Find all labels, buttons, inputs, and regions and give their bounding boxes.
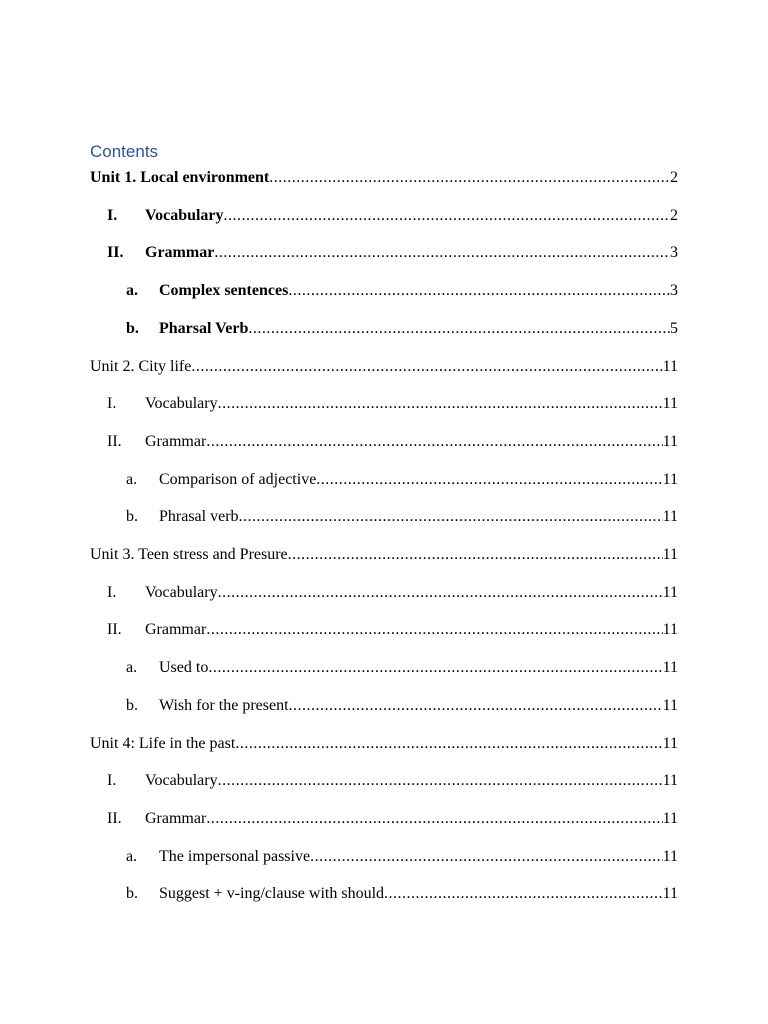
toc-entry-title: Unit 4: Life in the past [90, 735, 236, 752]
toc-entry-page-number: 11 [662, 508, 678, 525]
toc-entry-level-0[interactable] [90, 733, 678, 755]
toc-entry-level-2[interactable] [126, 469, 678, 491]
toc-dot-leader [289, 695, 663, 717]
toc-dot-leader [206, 431, 662, 453]
toc-entry-marker: I. [107, 772, 117, 789]
toc-dot-leader [310, 846, 663, 868]
toc-dot-leader [235, 733, 662, 755]
toc-dot-leader [206, 808, 662, 830]
toc-entry-level-2[interactable] [126, 846, 678, 868]
toc-dot-leader [224, 205, 670, 227]
toc-entry-title: Vocabulary [145, 207, 224, 224]
toc-entry-page-number: 11 [662, 358, 678, 375]
toc-entry-title: Vocabulary [145, 772, 218, 789]
toc-entry-marker: II. [107, 244, 124, 261]
toc-entry-marker: I. [107, 584, 117, 601]
toc-dot-leader [316, 469, 662, 491]
toc-dot-leader [214, 242, 670, 264]
toc-entry-title: Phrasal verb [159, 508, 239, 525]
toc-dot-leader [288, 544, 663, 566]
toc-entry-title: Vocabulary [145, 395, 218, 412]
toc-entry-marker: a. [126, 659, 138, 676]
toc-entry-level-1[interactable] [107, 619, 678, 641]
toc-entry-title: Grammar [145, 810, 207, 827]
toc-entry-level-1[interactable] [107, 808, 678, 830]
toc-entry-title: Unit 3. Teen stress and Presure [90, 546, 288, 563]
toc-entry-page-number: 3 [670, 244, 678, 261]
toc-heading: Contents [90, 142, 159, 161]
toc-entry-title: Wish for the present [159, 697, 289, 714]
toc-entry-level-1[interactable] [107, 582, 678, 604]
toc-entry-title: Suggest + v-ing/clause with should [159, 885, 385, 902]
toc-entry-title: Grammar [145, 244, 215, 261]
toc-entry-marker: II. [107, 621, 122, 638]
toc-entry-level-2[interactable] [126, 883, 678, 905]
toc-entry-title: Complex sentences [159, 282, 289, 299]
toc-entry-title: Vocabulary [145, 584, 218, 601]
toc-entry-page-number: 11 [662, 659, 678, 676]
toc-entry-page-number: 11 [662, 584, 678, 601]
toc-entry-marker: a. [126, 471, 138, 488]
toc-entry-marker: b. [126, 885, 138, 902]
toc-entry-level-1[interactable] [107, 205, 678, 227]
toc-entry-title: Used to [159, 659, 209, 676]
toc-entry-page-number: 11 [662, 395, 678, 412]
toc-entry-marker: I. [107, 207, 118, 224]
toc-entry-marker: II. [107, 433, 122, 450]
toc-entry-marker: I. [107, 395, 117, 412]
toc-entry-level-0[interactable] [90, 356, 678, 378]
toc-entry-page-number: 2 [670, 207, 678, 224]
toc-dot-leader [208, 657, 662, 679]
toc-entry-marker: b. [126, 508, 138, 525]
toc-entry-level-0[interactable] [90, 544, 678, 566]
toc-entry-page-number: 11 [662, 433, 678, 450]
toc-entry-marker: II. [107, 810, 122, 827]
toc-dot-leader [218, 393, 663, 415]
toc-entry-page-number: 11 [662, 810, 678, 827]
toc-entry-marker: b. [126, 320, 139, 337]
toc-entry-page-number: 11 [662, 471, 678, 488]
toc-entry-page-number: 11 [662, 848, 678, 865]
toc-entry-level-1[interactable] [107, 393, 678, 415]
toc-dot-leader [218, 770, 663, 792]
toc-dot-leader [191, 356, 662, 378]
toc-dot-leader [248, 318, 670, 340]
toc-dot-leader [288, 280, 670, 302]
toc-entry-level-1[interactable] [107, 242, 678, 264]
toc-entry-title: Unit 1. Local environment [90, 169, 270, 186]
toc-dot-leader [269, 167, 670, 189]
toc-dot-leader [239, 506, 663, 528]
toc-entry-title: Grammar [145, 621, 207, 638]
toc-entry-page-number: 11 [662, 697, 678, 714]
toc-entry-title: Comparison of adjective [159, 471, 317, 488]
toc-dot-leader [218, 582, 663, 604]
toc-entry-page-number: 11 [662, 735, 678, 752]
toc-entry-level-0[interactable] [90, 167, 678, 189]
toc-entry-level-2[interactable] [126, 695, 678, 717]
toc-dot-leader [206, 619, 662, 641]
toc-entry-marker: b. [126, 697, 138, 714]
toc-entry-page-number: 11 [662, 546, 678, 563]
toc-entry-title: The impersonal passive [159, 848, 311, 865]
toc-entry-page-number: 11 [662, 621, 678, 638]
toc-entry-page-number: 11 [662, 885, 678, 902]
toc-entry-page-number: 3 [670, 282, 678, 299]
toc-entry-marker: a. [126, 282, 138, 299]
toc-entry-title: Pharsal Verb [159, 320, 249, 337]
toc-entry-level-2[interactable] [126, 506, 678, 528]
toc-entry-level-2[interactable] [126, 318, 678, 340]
toc-entry-title: Unit 2. City life [90, 358, 192, 375]
toc-entry-marker: a. [126, 848, 138, 865]
toc-entry-level-2[interactable] [126, 280, 678, 302]
toc-entry-page-number: 11 [662, 772, 678, 789]
toc-entry-title: Grammar [145, 433, 207, 450]
toc-entry-level-2[interactable] [126, 657, 678, 679]
toc-entry-level-1[interactable] [107, 770, 678, 792]
toc-entry-page-number: 5 [670, 320, 678, 337]
toc-entry-page-number: 2 [670, 169, 678, 186]
toc-dot-leader [384, 883, 663, 905]
toc-entry-level-1[interactable] [107, 431, 678, 453]
